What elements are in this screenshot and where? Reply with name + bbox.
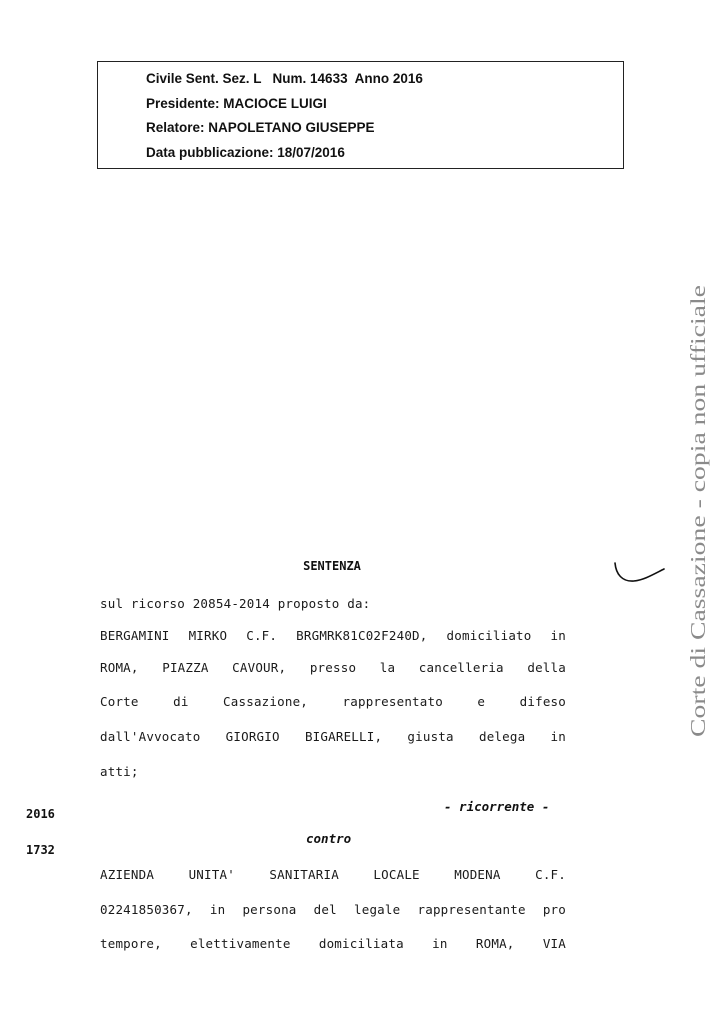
header-sentence-info: Civile Sent. Sez. L Num. 14633 Anno 2016 bbox=[146, 71, 423, 86]
checkmark-mark bbox=[612, 560, 668, 591]
watermark-text: Corte di Cassazione - copia non ufficiale bbox=[686, 394, 710, 737]
body-line: AZIENDA UNITA' SANITARIA LOCALE MODENA C.F. bbox=[100, 867, 566, 882]
contro-label: contro bbox=[306, 831, 352, 846]
body-line: ROMA, PIAZZA CAVOUR, presso la cancelleria della bbox=[100, 660, 566, 675]
body-line: 02241850367, in persona del legale rappresentante pro bbox=[100, 902, 566, 917]
role-ricorrente: - ricorrente - bbox=[444, 799, 550, 814]
header-box bbox=[97, 61, 624, 169]
body-line: BERGAMINI MIRKO C.F. BRGMRK81C02F240D, domiciliato in bbox=[100, 628, 566, 643]
header-relatore: Relatore: NAPOLETANO GIUSEPPE bbox=[146, 120, 375, 135]
body-line: tempore, elettivamente domiciliata in ROMA, VIA bbox=[100, 936, 566, 951]
side-year: 2016 bbox=[26, 807, 55, 821]
body-line: Corte di Cassazione, rappresentato e difeso bbox=[100, 694, 566, 709]
header-data-pubblicazione: Data pubblicazione: 18/07/2016 bbox=[146, 145, 345, 160]
body-line: dall'Avvocato GIORGIO BIGARELLI, giusta delega in bbox=[100, 729, 566, 744]
intro-line: sul ricorso 20854-2014 proposto da: bbox=[100, 596, 371, 611]
document-title: SENTENZA bbox=[303, 559, 361, 573]
body-line: atti; bbox=[100, 764, 139, 779]
header-presidente: Presidente: MACIOCE LUIGI bbox=[146, 96, 327, 111]
watermark bbox=[676, 282, 716, 742]
side-number: 1732 bbox=[26, 843, 55, 857]
